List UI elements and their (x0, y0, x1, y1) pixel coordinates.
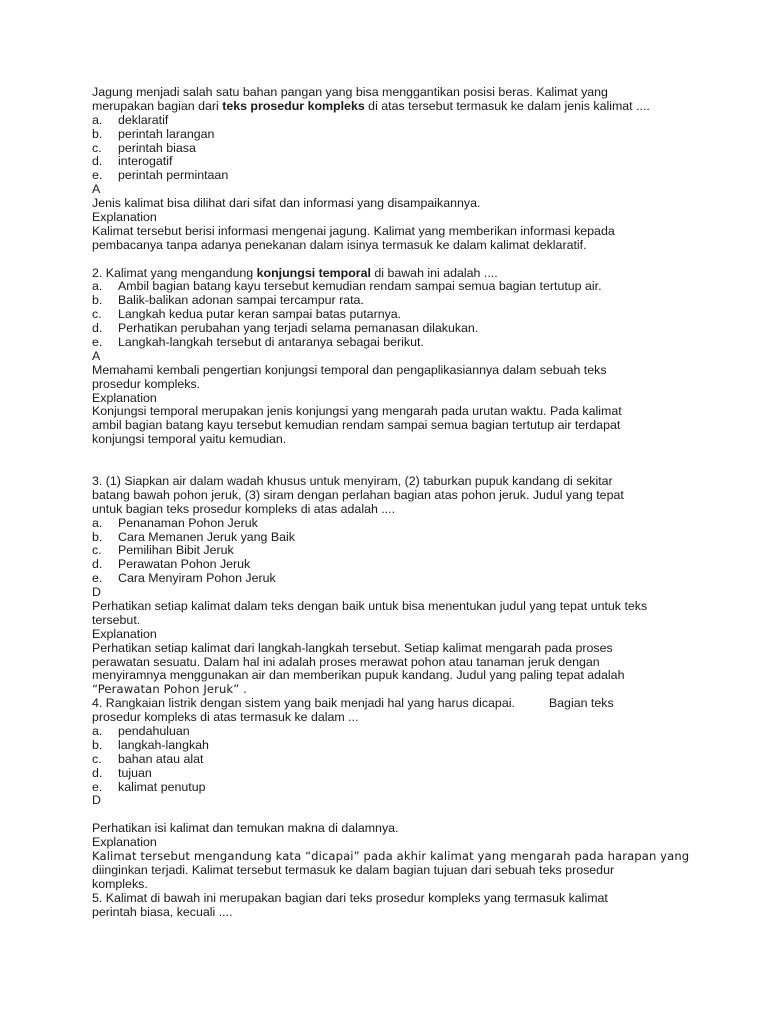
q3-option-c: c. Pemilihan Bibit Jeruk (92, 543, 234, 558)
q2-option-a: a. Ambil bagian batang kayu tersebut kemudian rendam sampai semua bagian tertutup air. (92, 279, 602, 294)
q4-option-d: d. tujuan (92, 765, 152, 780)
q4-option-e: e. kalimat penutup (92, 779, 206, 794)
q2-answer: A (92, 348, 101, 363)
q4-explanation-line-1: Kalimat tersebut mengandung kata “dicapai” pada akhir kalimat yang mengarah pada harapan yang (92, 849, 690, 863)
q4-stem-part-b: Bagian teks (548, 696, 614, 711)
q1-stem-line-1: Jagung menjadi salah satu bahan pangan yang bisa menggantikan posisi beras. Kalimat yang (92, 85, 608, 99)
q3-option-e: e. Cara Menyiram Pohon Jeruk (92, 571, 276, 586)
q2-hint-line-1: Memahami kembali pengertian konjungsi temporal dan pengaplikasiannya dalam sebuah teks (92, 362, 607, 377)
q4-option-a: a. pendahuluan (92, 723, 190, 738)
q4-stem-part-a: 4. Rangkaian listrik dengan sistem yang baik menjadi hal yang harus dicapai. (92, 696, 515, 711)
q4-explanation-line-2: diinginkan terjadi. Kalimat tersebut termasuk ke dalam bagian tujuan dari sebuah teks prosedur (92, 862, 615, 877)
q1-stem-bold: teks prosedur kompleks (222, 98, 365, 113)
q3-option-d: d. Perawatan Pohon Jeruk (92, 557, 251, 572)
q4-hint: Perhatikan isi kalimat dan temukan makna di dalamnya. (92, 821, 399, 836)
q4-explanation-label: Explanation (92, 835, 157, 850)
q2-option-e: e. Langkah-langkah tersebut di antaranya sebagai berikut. (92, 335, 424, 350)
q2-explanation-label: Explanation (92, 390, 157, 405)
q1-hint: Jenis kalimat bisa dilihat dari sifat dan informasi yang disampaikannya. (92, 196, 481, 211)
q1-explanation-line-2: pembacanya tanpa adanya penekanan dalam isinya termasuk ke dalam kalimat deklaratif. (92, 237, 587, 252)
q2-option-d: d. Perhatikan perubahan yang terjadi selama pemanasan dilakukan. (92, 321, 479, 336)
document-body (92, 86, 692, 919)
q4-answer: D (92, 793, 101, 808)
q4-stem-line-1 (92, 697, 692, 711)
q3-explanation-line-2: perawatan sesuatu. Dalam hal ini adalah proses merawat pohon atau tanaman jeruk dengan (92, 654, 600, 669)
q1-explanation-line-1: Kalimat tersebut berisi informasi mengenai jagung. Kalimat yang memberikan informasi kepada (92, 223, 615, 238)
q1-option-e: e. perintah permintaan (92, 168, 229, 183)
q1-stem-post: di atas tersebut termasuk ke dalam jenis kalimat .... (364, 98, 650, 113)
q1-option-b: b. perintah larangan (92, 126, 215, 141)
q5-stem-line-2: perintah biasa, kecuali .... (92, 904, 233, 919)
q3-explanation-quote: “Perawatan Pohon Jeruk” . (92, 682, 247, 697)
q3-stem-line-3: untuk bagian teks prosedur kompleks di atas adalah .... (92, 501, 396, 516)
q1-stem-pre: merupakan bagian dari (92, 98, 223, 113)
q3-explanation-line-1: Perhatikan setiap kalimat dari langkah-langkah tersebut. Setiap kalimat mengarah pada proses (92, 640, 613, 655)
q1-stem-line-2 (92, 100, 692, 114)
q3-option-a: a. Penanaman Pohon Jeruk (92, 515, 258, 530)
q3-stem-line-2: batang bawah pohon jeruk, (3) siram dengan perlahan bagian atas pohon jeruk. Judul yang tepat (92, 487, 624, 502)
q4-option-c: c. bahan atau alat (92, 751, 204, 766)
q2-hint-line-2: prosedur kompleks. (92, 376, 201, 391)
q1-option-c: c. perintah biasa (92, 140, 196, 155)
q3-answer: D (92, 585, 101, 600)
q5-stem-line-1: 5. Kalimat di bawah ini merupakan bagian dari teks prosedur kompleks yang termasuk kalimat (92, 890, 608, 905)
q3-explanation-line-3: menyiramnya menggunakan air dan memberikan pupuk kandang. Judul yang paling tepat adalah (92, 668, 625, 683)
q2-stem-pre: 2. Kalimat yang mengandung (92, 265, 257, 280)
q2-explanation-line-1: Konjungsi temporal merupakan jenis konjungsi yang mengarah pada urutan waktu. Pada kalimat (92, 404, 622, 419)
q2-option-c: c. Langkah kedua putar keran sampai batas putarnya. (92, 307, 402, 322)
q3-stem-line-1: 3. (1) Siapkan air dalam wadah khusus untuk menyiram, (2) taburkan pupuk kandang di sekitar (92, 473, 613, 488)
q3-hint-line-2: tersebut. (92, 612, 141, 627)
q4-explanation-line-3: kompleks. (92, 876, 148, 891)
q1-option-d: d. interogatif (92, 154, 173, 169)
q3-explanation-label: Explanation (92, 626, 157, 641)
q1-answer: A (92, 182, 101, 197)
q4-option-b: b. langkah-langkah (92, 737, 209, 752)
q3-option-b: b. Cara Memanen Jeruk yang Baik (92, 529, 295, 544)
q3-hint-line-1: Perhatikan setiap kalimat dalam teks dengan baik untuk bisa menentukan judul yang tepat untuk teks (92, 598, 648, 613)
q2-stem-post: di bawah ini adalah .... (370, 265, 498, 280)
q4-stem-line-2: prosedur kompleks di atas termasuk ke dalam ... (92, 710, 359, 725)
q2-explanation-line-3: konjungsi temporal yaitu kemudian. (92, 432, 287, 447)
q2-stem (92, 267, 692, 281)
q1-explanation-label: Explanation (92, 210, 157, 225)
q2-explanation-line-2: ambil bagian batang kayu tersebut kemudian rendam sampai semua bagian tertutup air terdapat (92, 418, 621, 433)
q2-option-b: b. Balik-balikan adonan sampai tercampur rata. (92, 293, 364, 308)
q2-stem-bold: konjungsi temporal (256, 265, 371, 280)
q1-option-a: a. deklaratif (92, 112, 169, 127)
